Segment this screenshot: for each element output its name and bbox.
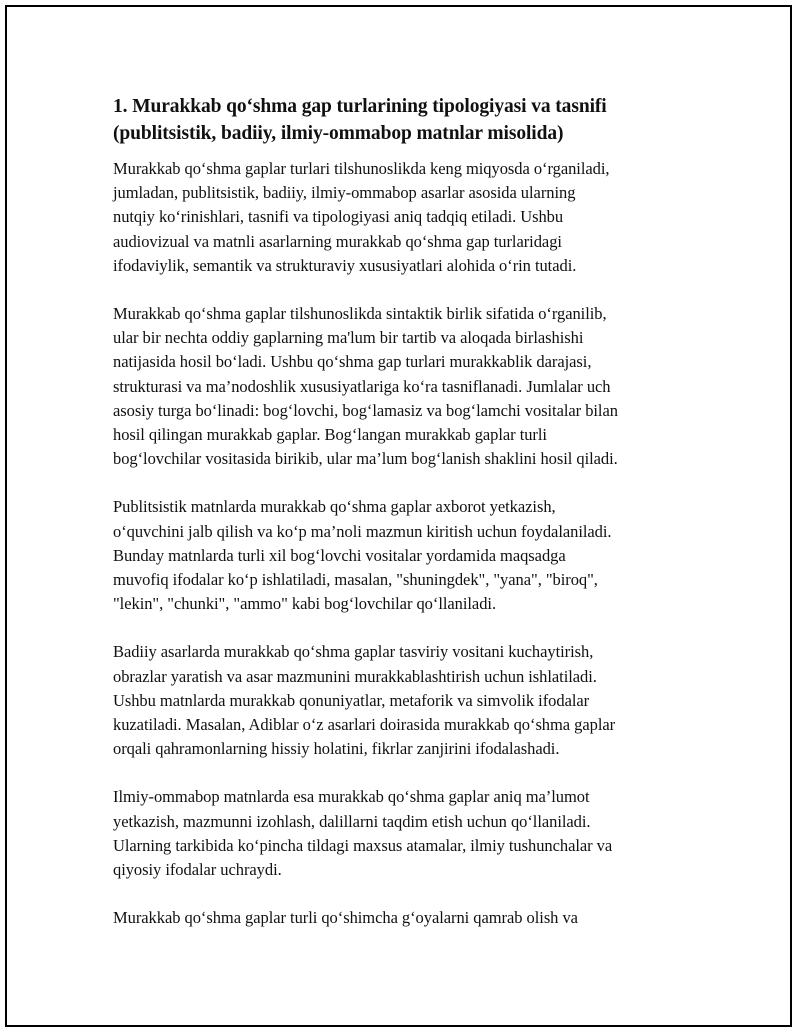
document-content <box>113 93 683 954</box>
paragraph-intro: Murakkab qo‘shma gaplar turlari tilshunoslikda keng miqyosda o‘rganiladi, jumladan, publitsistik, badiiy, ilmiy-ommabop asarlar asosida ularning nutqiy ko‘rinishlari, tasnifi va tipologiyasi aniq tadqiq etiladi. Ushbu audiovizual va matnli asarlarning murakkab qo‘shma gap turlaridagi ifodaviylik, semantik va strukturaviy xususiyatlari alohida o‘rin tutadi. <box>113 159 610 275</box>
paragraph-syntactic-unit: Murakkab qo‘shma gaplar tilshunoslikda sintaktik birlik sifatida o‘rganilib, ular bir nechta oddiy gaplarning ma'lum bir tartib va aloqada birlashishi natijasida hosil bo‘ladi. Ushbu qo‘shma gap turlari murakkablik darajasi, strukturasi va ma’nodoshlik xususiyatlariga ko‘ra tasniflanadi. Jumlalar uch asosiy turga bo‘linadi: bog‘lovchi, bog‘lamasiz va bog‘lamchi vositalar bilan hosil qilingan murakkab gaplar. Bog‘langan murakkab gaplar turli bog‘lovchilar vositasida birikib, ular ma’lum bog‘lanish shaklini hosil qiladi. <box>113 304 618 469</box>
paragraph-popular-science: Ilmiy-ommabop matnlarda esa murakkab qo‘shma gaplar aniq ma’lumot yetkazish, mazmunni izohlash, dalillarni taqdim etish uchun qo‘llaniladi. Ularning tarkibida ko‘pincha tildagi maxsus atamalar, ilmiy tushunchalar va qiyosiy ifodalar uchraydi. <box>113 787 613 880</box>
section-heading: 1. Murakkab qo‘shma gap turlarining tipologiyasi va tasnifi (publitsistik, badiiy, ilmiy-ommabop matnlar misolida) <box>113 96 607 144</box>
paragraph-publicistic: Publitsistik matnlarda murakkab qo‘shma gaplar axborot yetkazish, o‘quvchini jalb qilish va ko‘p ma’noli mazmun kiritish uchun foydalaniladi. Bunday matnlarda turli xil bog‘lovchi vositalar yordamida maqsadga muvofiq ifodalar ko‘p ishlatiladi, masalan, "shuningdek", "yana", "biroq", "lekin", "chunki", "ammo" kabi bog‘lovchilar qo‘llaniladi. <box>113 497 612 614</box>
paragraph-artistic: Badiiy asarlarda murakkab qo‘shma gaplar tasviriy vositani kuchaytirish, obrazlar yaratish va asar mazmunini murakkablashtirish uchun ishlatiladi. Ushbu matnlarda murakkab qonuniyatlar, metaforik va simvolik ifodalar kuzatiladi. Masalan, Adiblar o‘z asarlari doirasida murakkab qo‘shma gaplar orqali qahramonlarning hissiy holatini, fikrlar zanjirini ifodalashadi. <box>113 642 616 759</box>
paragraph-continuation: Murakkab qo‘shma gaplar turli qo‘shimcha g‘oyalarni qamrab olish va <box>113 908 578 928</box>
